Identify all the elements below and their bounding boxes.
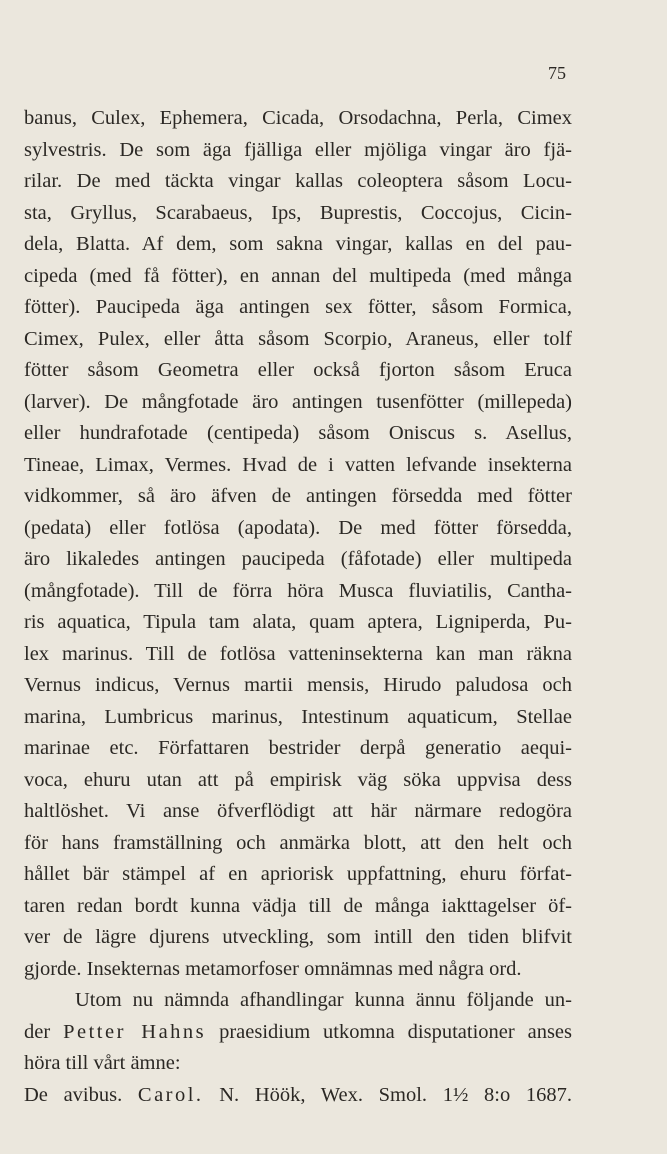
text-fragment: der [24,1020,51,1043]
text-line: rilar. De med täckta vingar kallas coleoptera såsom Locu- [24,170,572,192]
text-line: (mångfotade). Till de förra höra Musca fluviatilis, Cantha- [24,579,572,602]
entry-format: 8:o [484,1083,511,1106]
text-line: sta, Gryllus, Scarabaeus, Ips, Buprestis, Coccojus, Cicin- [24,201,572,224]
entry-size [443,1084,469,1106]
text-line: (pedata) eller fotlösa (apodata). De med fötter försedda, [24,516,572,539]
text-line: fötter). Paucipeda äga antingen sex fötter, såsom Formica, [24,296,572,318]
bibliography-entry [24,1080,572,1112]
entry-author-first: Carol. [137,1083,204,1106]
entry-title: De avibus. [24,1083,123,1106]
text-line: fötter såsom Geometra eller också fjorton såsom Eruca [24,359,572,381]
body-text [24,103,572,1111]
text-line: cipeda (med få fötter), en annan del multipeda (med många [24,264,572,287]
text-line: lex marinus. Till de fotlösa vatteninsekterna kan man räkna [24,642,572,665]
text-line: marina, Lumbricus marinus, Intestinum aquaticum, Stellae [24,705,572,728]
text-line: äro likaledes antingen paucipeda (fåfotade) eller multipeda [24,548,572,570]
text-line: marinae etc. Författaren bestrider derpå generatio aequi- [24,737,572,759]
entry-author-rest: N. Höök, Wex. Smol. [219,1083,428,1106]
text-line: dela, Blatta. Af dem, som sakna vingar, kallas en del pau- [24,233,572,255]
page-number: 75 [548,63,566,83]
text-line: voca, ehuru utan att på empirisk väg söka uppvisa dess [24,768,572,791]
text-line: gjorde. Insekternas metamorfoser omnämnas med några ord. [24,957,522,980]
text-line: sylvestris. De som äga fjälliga eller mjöliga vingar äro fjä- [24,138,572,161]
text-line: haltlöshet. Vi anse öfverflödigt att här närmare redogöra [24,800,572,822]
text-line: ris aquatica, Tipula tam alata, quam aptera, Ligniperda, Pu- [24,611,572,633]
text-line-with-name [24,1017,572,1049]
text-line: Tineae, Limax, Vermes. Hvad de i vatten lefvande insekterna [24,453,572,476]
text-line: vidkommer, så äro äfven de antingen försedda med fötter [24,485,572,507]
text-line: höra till vårt ämne: [24,1052,181,1074]
text-line: taren redan bordt kunna vädja till de många iakttagelser öf- [24,894,572,917]
text-line: hållet bär stämpel af en apriorisk uppfattning, ehuru förfat- [24,863,572,885]
entry-year: 1687. [525,1083,573,1106]
entry-size-fraction: ½ [452,1083,469,1106]
text-fragment: praesidium utkomna disputationer anses [219,1020,572,1043]
paragraph-opening-line: Utom nu nämnda afhandlingar kunna ännu följande un- [75,989,572,1011]
entry-size-whole: 1 [442,1083,453,1106]
text-line: banus, Culex, Ephemera, Cicada, Orsodachna, Perla, Cimex [24,107,572,129]
text-line: för hans framställning och anmärka blott, att den helt och [24,831,572,854]
text-line: (larver). De mångfotade äro antingen tusenfötter (millepeda) [24,390,572,413]
praeses-name: Petter Hahns [63,1020,207,1043]
text-line: Cimex, Pulex, eller åtta såsom Scorpio, Araneus, eller tolf [24,327,572,350]
text-line: Vernus indicus, Vernus martii mensis, Hirudo paludosa och [24,674,572,696]
text-line: eller hundrafotade (centipeda) såsom Oniscus s. Asellus, [24,422,572,444]
text-line: ver de lägre djurens utveckling, som intill den tiden blifvit [24,926,572,948]
